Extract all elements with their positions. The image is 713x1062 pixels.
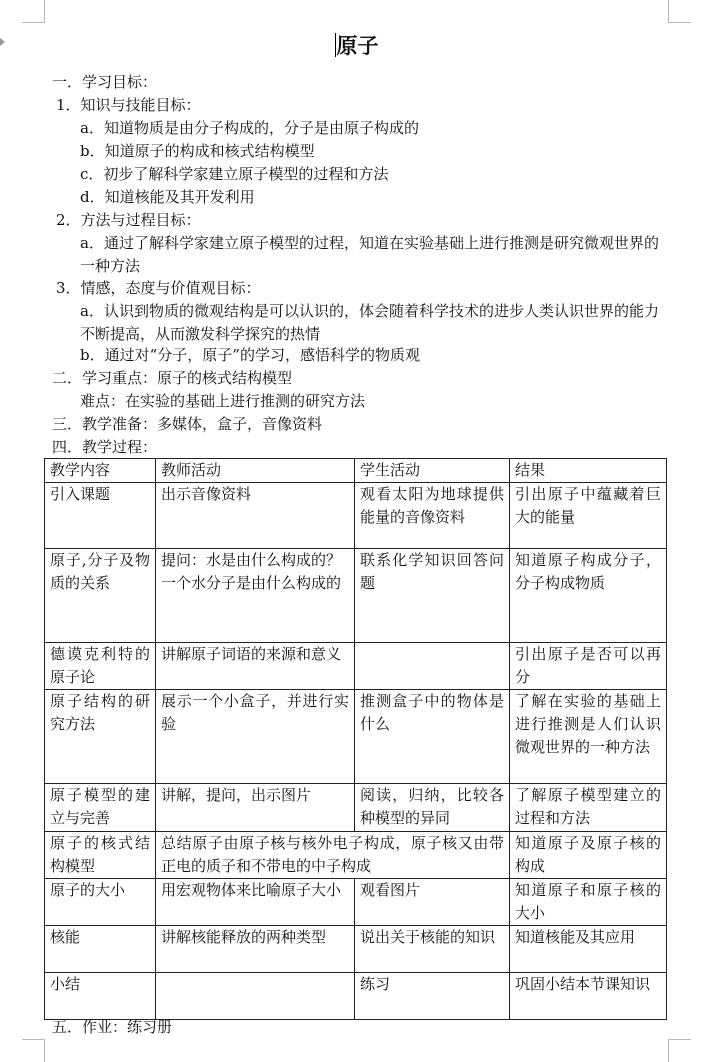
table-header-row — [45, 459, 667, 483]
homework: 五．作业：练习册 — [52, 1018, 173, 1036]
table-cell: 了解在实验的基础上进行推测是人们认识微观世界的一种方法 — [510, 690, 667, 784]
method-heading: 2．方法与过程目标： — [56, 211, 201, 229]
table-cell: 用宏观物体来比喻原子大小 — [156, 879, 355, 926]
table-header-cell: 学生活动 — [355, 459, 510, 483]
table-row — [45, 643, 667, 690]
table-cell: 原子的大小 — [45, 879, 156, 926]
table-row — [45, 926, 667, 973]
table-cell: 小结 — [45, 973, 156, 1020]
table-header-cell: 教学内容 — [45, 459, 156, 483]
knowledge-item: d．知道核能及其开发利用 — [80, 188, 255, 206]
page-corner-mark — [668, 1039, 691, 1062]
table-row — [45, 690, 667, 784]
page-corner-mark — [22, 1039, 45, 1062]
table-cell: 联系化学知识回答问题 — [355, 549, 510, 643]
teacher-question: 一个水分子是由什么构成的 — [161, 574, 342, 592]
table-cell: 引出原子中蕴藏着巨大的能量 — [510, 483, 667, 549]
table-row — [45, 483, 667, 549]
objectives-heading: 一．学习目标： — [52, 73, 158, 91]
table-cell: 核能 — [45, 926, 156, 973]
table-cell — [355, 643, 510, 690]
table-cell: 了解原子模型建立的过程和方法 — [510, 784, 667, 832]
table-cell: 阅读，归纳，比较各种模型的异同 — [355, 784, 510, 832]
page-title[interactable]: 原子 — [336, 34, 379, 58]
method-item: a．通过了解科学家建立原子模型的过程，知道在实验基础上进行推测是研究微观世界的一种方法 — [80, 234, 659, 275]
table-row — [45, 784, 667, 832]
table-cell: 原子结构的研究方法 — [45, 690, 156, 784]
table-cell — [156, 549, 355, 643]
knowledge-item: c．初步了解科学家建立原子模型的过程和方法 — [80, 165, 389, 183]
table-row — [45, 832, 667, 879]
emotion-heading: 3．情感，态度与价值观目标： — [56, 279, 261, 297]
table-cell: 知道原子及原子核的构成 — [510, 832, 667, 879]
knowledge-item: b．知道原子的构成和核式结构模型 — [80, 142, 315, 160]
table-cell: 引入课题 — [45, 483, 156, 549]
knowledge-heading: 1．知识与技能目标： — [56, 96, 201, 114]
table-cell: 展示一个小盒子，并进行实验 — [156, 690, 355, 784]
table-cell: 观看太阳为地球提供能量的音像资料 — [355, 483, 510, 549]
table-cell: 出示音像资料 — [156, 483, 355, 549]
table-row — [45, 549, 667, 643]
emotion-item: b．通过对“分子，原子”的学习，感悟科学的物质观 — [80, 346, 420, 364]
emotion-item: a．认识到物质的微观结构是可以认识的，体会随着科学技术的进步人类认识世界的能力不断提高，从而激发科学探究的热情 — [80, 302, 659, 343]
page-corner-mark — [22, 0, 45, 23]
table-cell — [156, 973, 355, 1020]
table-cell: 知道核能及其应用 — [510, 926, 667, 973]
knowledge-item: a．知道物质是由分子构成的，分子是由原子构成的 — [80, 119, 419, 137]
teacher-question: 提问：水是由什么构成的？ — [161, 551, 342, 569]
page-corner-mark — [668, 0, 691, 23]
table-cell: 巩固小结本节课知识 — [510, 973, 667, 1020]
table-cell: 知道原子和原子核的大小 — [510, 879, 667, 926]
table-cell: 讲解核能释放的两种类型 — [156, 926, 355, 973]
table-cell: 讲解原子词语的来源和意义 — [156, 643, 355, 690]
key-point: 二．学习重点：原子的核式结构模型 — [52, 369, 293, 387]
difficulty: 难点：在实验的基础上进行推测的研究方法 — [80, 392, 366, 410]
table-cell: 原子模型的建立与完善 — [45, 784, 156, 832]
table-cell: 德谟克利特的原子论 — [45, 643, 156, 690]
table-cell: 说出关于核能的知识 — [355, 926, 510, 973]
table-cell: 原子的核式结构模型 — [45, 832, 156, 879]
table-cell: 原子,分子及物质的关系 — [45, 549, 156, 643]
table-row — [45, 879, 667, 926]
table-row — [45, 973, 667, 1020]
preparation: 三．教学准备：多媒体，盒子，音像资料 — [52, 415, 323, 433]
table-cell: 讲解，提问，出示图片 — [156, 784, 355, 832]
table-header-cell: 教师活动 — [156, 459, 355, 483]
table-cell: 练习 — [355, 973, 510, 1020]
teaching-process-table — [44, 458, 667, 1020]
table-cell: 观看图片 — [355, 879, 510, 926]
process-heading: 四．教学过程： — [52, 438, 158, 456]
table-header-cell: 结果 — [510, 459, 667, 483]
text-cursor — [335, 33, 336, 57]
table-cell: 总结原子由原子核与核外电子构成，原子核又由带正电的质子和不带电的中子构成 — [156, 832, 510, 879]
table-cell: 引出原子是否可以再分 — [510, 643, 667, 690]
table-cell: 推测盒子中的物体是什么 — [355, 690, 510, 784]
table-cell: 知道原子构成分子，分子构成物质 — [510, 549, 667, 643]
